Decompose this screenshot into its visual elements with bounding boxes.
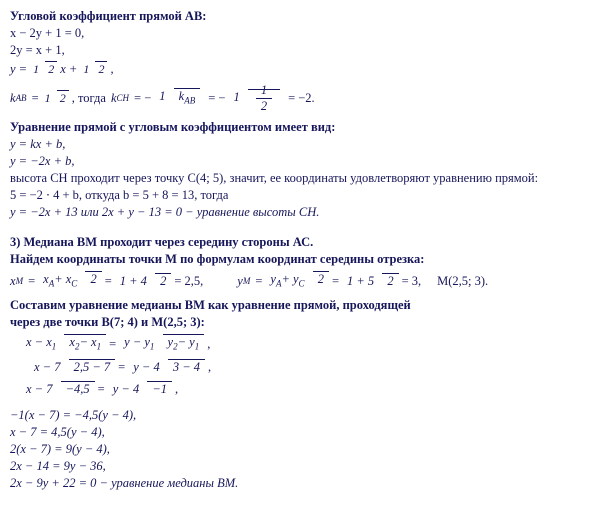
fraction-denominator: [174, 88, 201, 106]
minus-x1: − х: [79, 334, 97, 349]
sub2-tail: ,: [175, 382, 179, 396]
equation-height-result: у = −2х + 13 или 2х + у − 13 = 0 − уравнение высоты СН.: [10, 205, 320, 219]
fraction-numerator: 1: [260, 83, 268, 97]
heading-slope-ab: Угловой коэффициент прямой АВ:: [10, 9, 207, 23]
fraction-denominator: 2: [382, 273, 398, 288]
fraction-one-half-a: [30, 62, 57, 77]
equation-form-1: у = kх + b,: [10, 137, 66, 151]
x2-subscript: 2: [74, 341, 80, 351]
fraction-one-half-kab: [42, 91, 69, 106]
fraction-denominator: [163, 334, 205, 349]
fraction-numerator: 1 + 5: [347, 274, 375, 289]
yc-symbol: + у: [281, 272, 299, 286]
equation-slope-intercept: [10, 61, 590, 78]
fraction-denominator: 2: [57, 90, 69, 105]
x1-subscript-2: 1: [96, 341, 102, 351]
fraction-inner-one-half: [256, 83, 272, 114]
fraction-numerator: [265, 272, 309, 289]
fraction-denominator: [248, 83, 280, 113]
xm-subscript: М: [15, 276, 24, 287]
y-minus-y1: у − у: [124, 334, 150, 349]
heading-section-3: 3) Медиана ВМ проходит через середину стороны АС.: [10, 235, 314, 249]
text-compose-median-1: Составим уравнение медианы ВМ как уравнение прямой, проходящей: [10, 297, 411, 312]
x2-symbol: х: [69, 334, 75, 349]
fraction-denominator: 3 − 4: [168, 359, 205, 374]
ym-value: = 3,: [401, 274, 422, 289]
fraction-x-sub-1: [29, 360, 115, 375]
slope-lhs: у =: [10, 62, 28, 76]
xm-equals-2: =: [104, 274, 112, 289]
fraction-x-sub-2: [21, 382, 95, 397]
fraction-y-general: [119, 335, 204, 355]
general-tail: ,: [207, 336, 211, 351]
final-step-1: −1(х − 7) = −4,5(у − 4),: [10, 408, 137, 422]
xc-subscript: С: [71, 278, 78, 289]
point-m-coordinates: М(2,5; 3).: [437, 274, 489, 289]
fraction-ya-plus-yc: [265, 272, 329, 292]
xa-symbol: х: [43, 272, 49, 286]
fraction-denominator: 2: [95, 61, 107, 76]
fraction-numerator: [38, 272, 82, 289]
kch-result: = −2.: [288, 91, 315, 105]
kab-comma-word: , тогда: [71, 91, 106, 105]
final-step-2: х − 7 = 4,5(у − 4),: [10, 425, 105, 439]
ym-subscript: М: [242, 276, 251, 287]
equation-two-point-form: [18, 335, 590, 355]
xc-symbol: + х: [54, 272, 72, 286]
ym-equals: =: [255, 274, 263, 289]
fraction-one-over-kab: [154, 89, 200, 109]
xm-equals: =: [28, 274, 36, 289]
fraction-numerator: х − 7: [34, 360, 61, 374]
ym-symbol: у: [237, 274, 243, 289]
fraction-one-half-b: [80, 62, 107, 77]
fraction-numerator: 1: [44, 91, 51, 105]
ya-subscript: А: [275, 278, 282, 289]
fraction-denominator: 2: [85, 271, 101, 286]
fraction-numerator: 1: [33, 62, 40, 76]
equation-substitution: 5 = −2 ⋅ 4 + b, откуда b = 5 + 8 = 13, тогда: [10, 188, 229, 202]
fraction-numerator: у − 4: [112, 382, 140, 396]
fraction-denominator: 2: [155, 273, 171, 288]
fraction-one-plus-five: [342, 274, 399, 289]
denominator-subscript: АВ: [184, 95, 196, 106]
text-height-through-point: высота СН проходит через точку С(4; 5), значит, ее координаты удовлетворяют уравнению прямой:: [10, 171, 539, 185]
fraction-y-sub-1: [128, 360, 205, 375]
ya-symbol: у: [270, 272, 276, 286]
equation-ab-general: х − 2у + 1 = 0,: [10, 26, 85, 40]
equation-substituted-1: [26, 359, 590, 376]
yc-subscript: С: [298, 278, 305, 289]
kch-equals: = −: [134, 91, 152, 105]
y2-symbol: у: [167, 334, 174, 349]
equation-kab-kch: [10, 83, 590, 114]
equation-ab-solved: 2у = х + 1,: [10, 43, 65, 57]
fraction-numerator: [119, 335, 159, 349]
sub2-equals: =: [97, 382, 105, 396]
fraction-one-plus-four: [115, 274, 172, 289]
fraction-numerator: 1: [83, 62, 90, 76]
fraction-denominator: −4,5: [61, 381, 95, 396]
x-minus-x1: х − х: [26, 334, 52, 349]
minus-y1: − у: [177, 334, 195, 349]
fraction-numerator: 1: [233, 90, 240, 105]
fraction-denominator: 2: [313, 271, 329, 286]
denominator-k: k: [178, 88, 185, 103]
final-step-4: 2х − 14 = 9у − 36,: [10, 459, 106, 473]
fraction-numerator: 1 + 4: [119, 274, 147, 289]
sub1-equals: =: [118, 360, 126, 374]
fraction-denominator: −1: [147, 381, 172, 396]
equation-form-2: у = −2х + b,: [10, 154, 75, 168]
fraction-y-sub-2: [108, 382, 172, 397]
fraction-numerator: [21, 335, 61, 349]
slope-mid: х +: [60, 62, 78, 76]
text-find-midpoint: Найдем координаты точки М по формулам координат середины отрезка:: [10, 252, 425, 266]
y1-subscript: 1: [149, 341, 155, 351]
fraction-denominator: 2: [45, 61, 57, 76]
fraction-denominator: 2,5 − 7: [69, 359, 116, 374]
x1-subscript: 1: [51, 341, 57, 351]
xm-symbol: х: [10, 274, 16, 289]
fraction-nested: [228, 83, 280, 114]
y1-subscript-2: 1: [194, 341, 200, 351]
fraction-x-general: [21, 335, 106, 355]
sub1-tail: ,: [208, 360, 212, 374]
fraction-xa-plus-xc: [38, 272, 102, 292]
ym-equals-2: =: [331, 274, 339, 289]
kab-symbol: k: [10, 91, 16, 105]
fraction-numerator: у − 4: [133, 360, 160, 374]
fraction-numerator: 1: [159, 88, 166, 103]
final-step-5: 2х − 9у + 22 = 0 − уравнение медианы ВМ.: [10, 476, 239, 490]
general-equals: =: [109, 336, 117, 351]
y2-subscript: 2: [173, 341, 178, 351]
fraction-denominator: [64, 334, 106, 349]
xm-value: = 2,5,: [174, 274, 204, 289]
fraction-denominator: 2: [256, 98, 272, 114]
equation-midpoint-coordinates: [10, 272, 590, 292]
fraction-numerator: х − 7: [26, 382, 53, 396]
kch-subscript: СН: [116, 93, 130, 103]
kch-symbol: k: [110, 91, 117, 105]
kch-equals-2: = −: [208, 91, 226, 105]
equation-substituted-2: [18, 381, 590, 398]
xa-subscript: А: [48, 278, 55, 289]
kab-equals: =: [31, 91, 39, 105]
kab-subscript: АВ: [15, 93, 27, 103]
heading-line-equation-form: Уравнение прямой с угловым коэффициентом имеет вид:: [10, 120, 336, 134]
final-step-3: 2(х − 7) = 9(у − 4),: [10, 442, 110, 456]
text-compose-median-2: через две точки В(7; 4) и М(2,5; 3):: [10, 314, 205, 329]
slope-tail: ,: [110, 62, 114, 76]
